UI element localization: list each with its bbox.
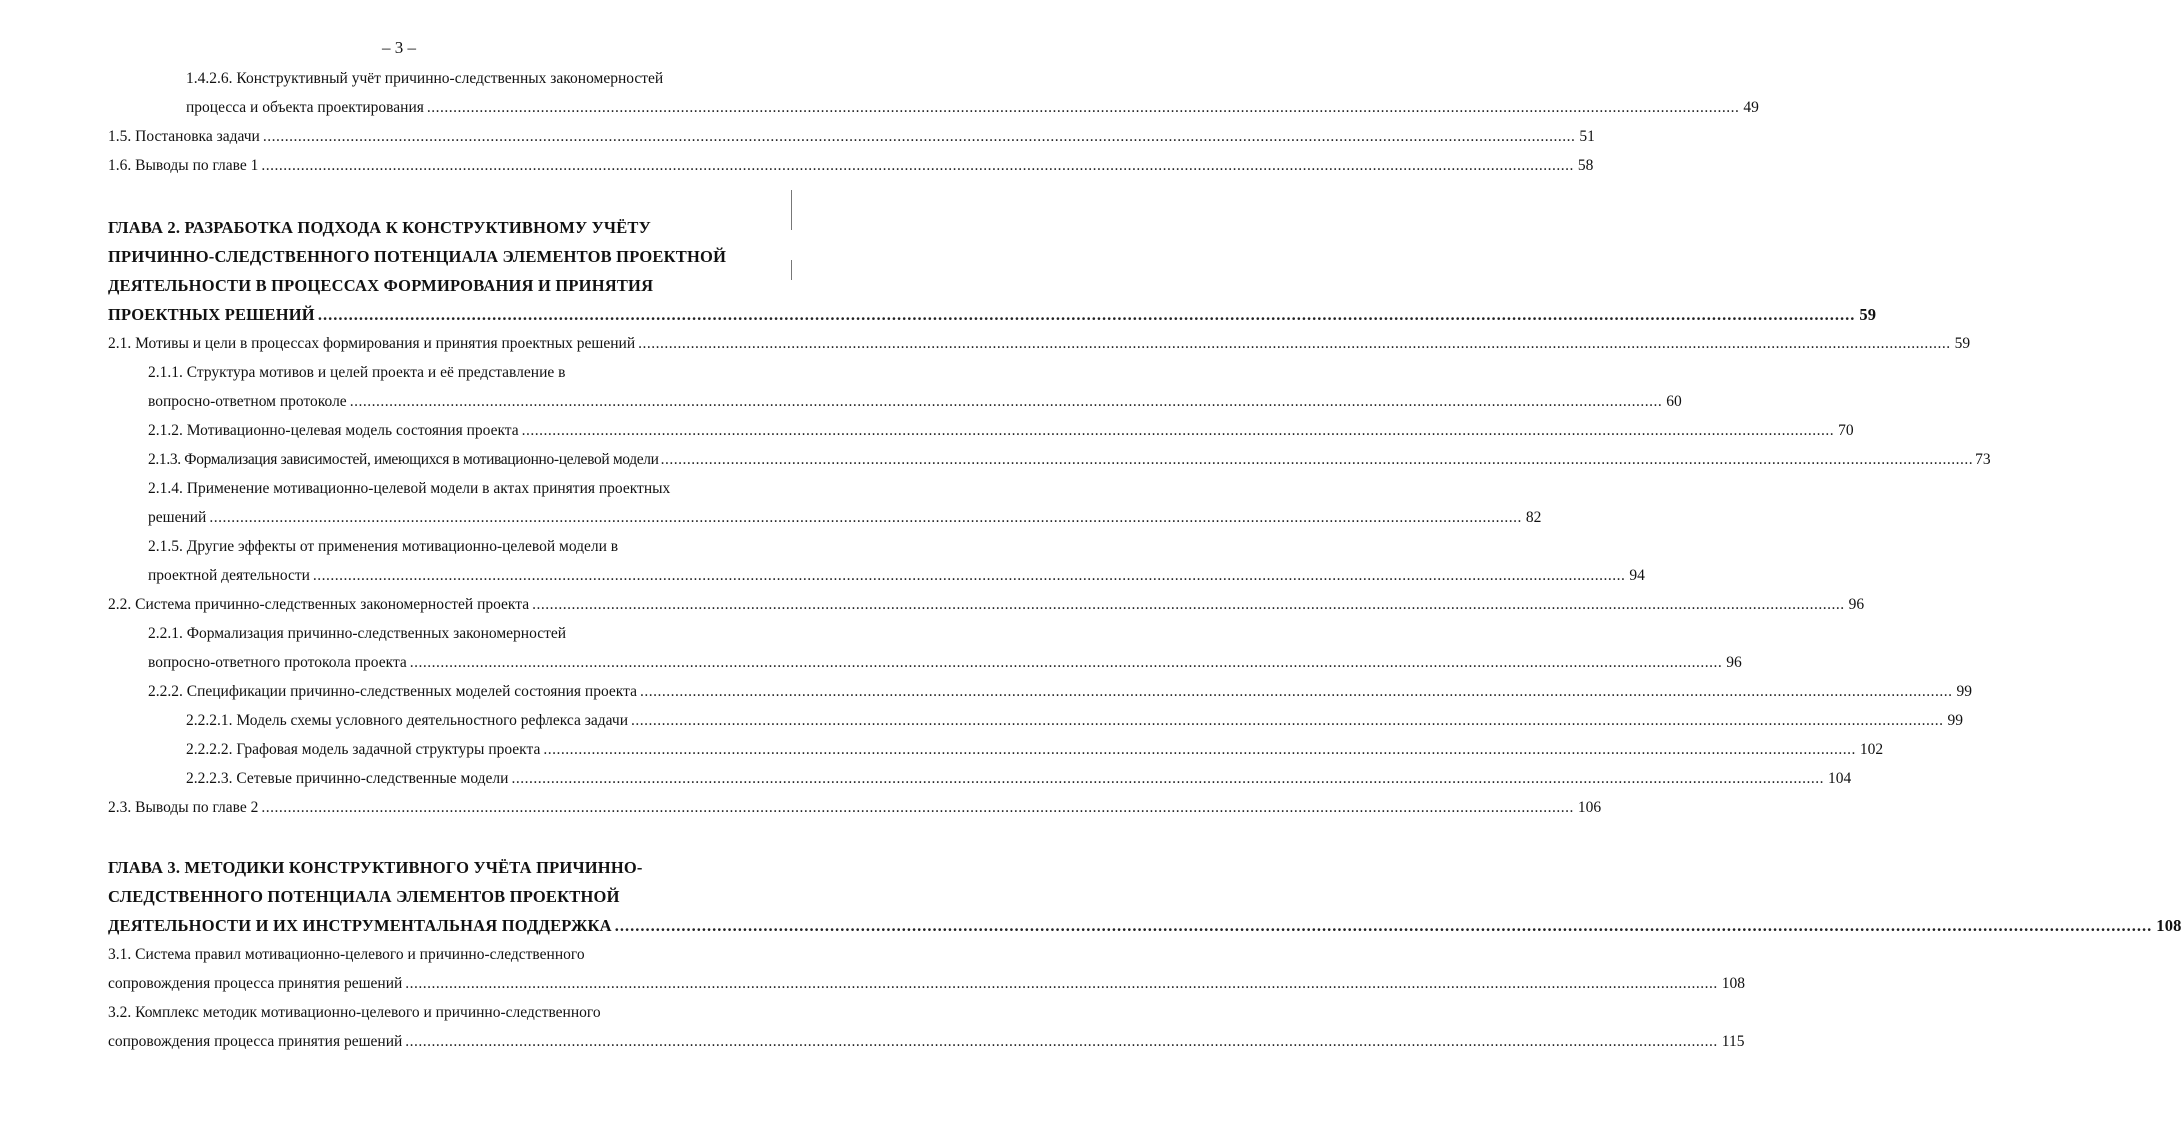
toc-line-2-1-5 [148,538,763,566]
toc-page-number: 94 [1629,567,1645,584]
toc-entry-text: 2.1.3. Формализация зависимостей, имеющихся в мотивационно-целевой модели [148,451,659,468]
dot-leader: ............................................................................................................................................................................................................................................................................................................ [261,157,1574,174]
toc-entry-text: 2.1. Мотивы и цели в процессах формирования и принятия проектных решений [108,335,636,352]
dot-leader: ............................................................................................................................................................................................................................................................................................................ [209,509,1522,526]
toc-page-number: 58 [1577,157,1594,174]
toc-page-number: 108 [2156,916,2182,935]
chapter-heading-text: ПРИЧИННО-СЛЕДСТВЕННОГО ПОТЕНЦИАЛА ЭЛЕМЕНТОВ ПРОЕКТНОЙ [108,247,727,266]
toc-page-number: 51 [1579,128,1595,145]
scan-edge-line [791,190,792,230]
toc-line-2-1-1 [148,364,763,392]
toc-line-3-2 [108,1004,763,1032]
toc-page-number: 82 [1525,509,1542,526]
toc-entry-text: 1.4.2.6. Конструктивный учёт причинно-следственных закономерностей [186,70,664,87]
toc-page-number: 115 [1721,1033,1745,1050]
chapter-2-heading-line-2 [108,247,763,275]
toc-entry-text: процесса и объекта проектирования [186,99,424,116]
toc-line-2-1-4 [148,480,763,508]
toc-entry-text: проектной деятельности [148,567,310,584]
toc-entry-text: 2.2.2. Спецификации причинно-следственных моделей состояния проекта [148,683,637,700]
toc-line-2-2-2-2 [186,741,1884,769]
scan-edge-line [791,260,792,280]
chapter-3-heading-line-3 [108,916,2182,944]
toc-entry-text: 1.5. Постановка задачи [108,128,260,145]
chapter-heading-text: ГЛАВА 2. РАЗРАБОТКА ПОДХОДА К КОНСТРУКТИВНОМУ УЧЁТУ [108,218,651,237]
dot-leader: ............................................................................................................................................................................................................................................................................................................ [312,567,1626,584]
toc-line-1-4-2-6-cont [186,99,1759,127]
dot-leader: ............................................................................................................................................................................................................................................................................................................ [409,654,1723,671]
dot-leader: ............................................................................................................................................................................................................................................................................................................ [349,393,1663,410]
chapter-heading-text: ГЛАВА 3. МЕТОДИКИ КОНСТРУКТИВНОГО УЧЁТА ПРИЧИННО- [108,858,643,877]
toc-page-number: 59 [1954,335,1971,352]
toc-page-number: 70 [1838,422,1854,439]
toc-entry-text: сопровождения процесса принятия решений [108,1033,403,1050]
toc-entry-text: 2.3. Выводы по главе 2 [108,799,259,816]
dot-leader: ............................................................................................................................................................................................................................................................................................................ [614,916,2153,935]
dot-leader: ............................................................................................................................................................................................................................................................................................................ [660,451,1974,468]
toc-line-2-1-4-cont [148,509,1542,537]
page-number: – 3 – [382,38,416,57]
toc-line-2-2-2 [148,683,1972,711]
dot-leader: ............................................................................................................................................................................................................................................................................................................ [261,799,1574,816]
dot-leader: ............................................................................................................................................................................................................................................................................................................ [639,683,1953,700]
toc-line-2-2-1-cont [148,654,1742,682]
toc-entry-text: 2.2.1. Формализация причинно-следственных закономерностей [148,625,567,642]
toc-line-2-1-5-cont [148,567,1645,595]
dot-leader: ............................................................................................................................................................................................................................................................................................................ [511,770,1824,787]
toc-entry-text: вопросно-ответного протокола проекта [148,654,407,671]
dot-leader: ............................................................................................................................................................................................................................................................................................................ [521,422,1835,439]
toc-entry-text: 2.2.2.1. Модель схемы условного деятельностного рефлекса задачи [186,712,628,729]
chapter-heading-text: ПРОЕКТНЫХ РЕШЕНИЙ [108,305,315,324]
toc-line-2-1-1-cont [148,393,1682,421]
chapter-heading-text: ДЕЯТЕЛЬНОСТИ И ИХ ИНСТРУМЕНТАЛЬНАЯ ПОДДЕРЖКА [108,916,612,935]
chapter-2-heading-line-4 [108,305,1877,333]
toc-page-number: 96 [1848,596,1865,613]
toc-page-number: 96 [1726,654,1742,671]
toc-page-number: 102 [1859,741,1884,758]
toc-entry-text: 2.1.2. Мотивационно-целевая модель состояния проекта [148,422,519,439]
toc-line-3-1 [108,946,763,974]
chapter-2-heading-line-3 [108,276,763,304]
toc-line-1-5 [108,128,1595,156]
dot-leader: ............................................................................................................................................................................................................................................................................................................ [543,741,1856,758]
chapter-3-heading-line-2 [108,887,763,915]
toc-page-number: 108 [1721,975,1746,992]
toc-line-3-2-cont [108,1033,1745,1061]
toc-page-number: 73 [1975,451,1991,468]
dot-leader: ............................................................................................................................................................................................................................................................................................................ [405,1033,1718,1050]
toc-line-2-2-1 [148,625,763,653]
toc-line-2-1-3 [148,451,1991,479]
toc-page-number: 106 [1577,799,1602,816]
toc-entry-text: 1.6. Выводы по главе 1 [108,157,259,174]
dot-leader: ............................................................................................................................................................................................................................................................................................................ [631,712,1944,729]
toc-entry-text: 2.1.5. Другие эффекты от применения мотивационно-целевой модели в [148,538,619,555]
dot-leader: ............................................................................................................................................................................................................................................................................................................ [426,99,1740,116]
toc-line-1-6 [108,157,1594,185]
toc-page-number: 60 [1666,393,1682,410]
toc-line-2-2-2-1 [186,712,1963,740]
toc-page-number: 99 [1956,683,1972,700]
dot-leader: ............................................................................................................................................................................................................................................................................................................ [262,128,1576,145]
toc-entry-text: решений [148,509,207,526]
toc-page-number: 99 [1947,712,1963,729]
toc-line-2-1 [108,335,1971,363]
dot-leader: ............................................................................................................................................................................................................................................................................................................ [405,975,1718,992]
toc-entry-text: 2.2.2.3. Сетевые причинно-следственные модели [186,770,509,787]
chapter-heading-text: СЛЕДСТВЕННОГО ПОТЕНЦИАЛА ЭЛЕМЕНТОВ ПРОЕКТНОЙ [108,887,620,906]
toc-entry-text: вопросно-ответном протоколе [148,393,347,410]
toc-entry-text: сопровождения процесса принятия решений [108,975,403,992]
dot-leader: ............................................................................................................................................................................................................................................................................................................ [638,335,1951,352]
toc-entry-text: 3.1. Система правил мотивационно-целевого и причинно-следственного [108,946,585,963]
toc-line-2-1-2 [148,422,1854,450]
toc-page-number: 59 [1859,305,1877,324]
toc-page-number: 104 [1827,770,1852,787]
toc-entry-text: 2.1.1. Структура мотивов и целей проекта и её представление в [148,364,566,381]
chapter-heading-text: ДЕЯТЕЛЬНОСТИ В ПРОЦЕССАХ ФОРМИРОВАНИЯ И ПРИНЯТИЯ [108,276,654,295]
chapter-3-heading-line-1 [108,858,763,886]
toc-entry-text: 2.2. Система причинно-следственных закономерностей проекта [108,596,530,613]
toc-line-2-2 [108,596,1865,624]
toc-page-number: 49 [1743,99,1759,116]
toc-entry-text: 3.2. Комплекс методик мотивационно-целевого и причинно-следственного [108,1004,601,1021]
toc-line-3-1-cont [108,975,1746,1003]
toc-line-1-4-2-6 [186,70,763,98]
toc-entry-text: 2.2.2.2. Графовая модель задачной структуры проекта [186,741,541,758]
toc-line-2-2-2-3 [186,770,1852,798]
dot-leader: ............................................................................................................................................................................................................................................................................................................ [532,596,1845,613]
toc-entry-text: 2.1.4. Применение мотивационно-целевой модели в актах принятия проектных [148,480,671,497]
chapter-2-heading-line-1 [108,218,763,246]
toc-line-2-3 [108,799,1602,827]
dot-leader: ............................................................................................................................................................................................................................................................................................................ [317,305,1856,324]
